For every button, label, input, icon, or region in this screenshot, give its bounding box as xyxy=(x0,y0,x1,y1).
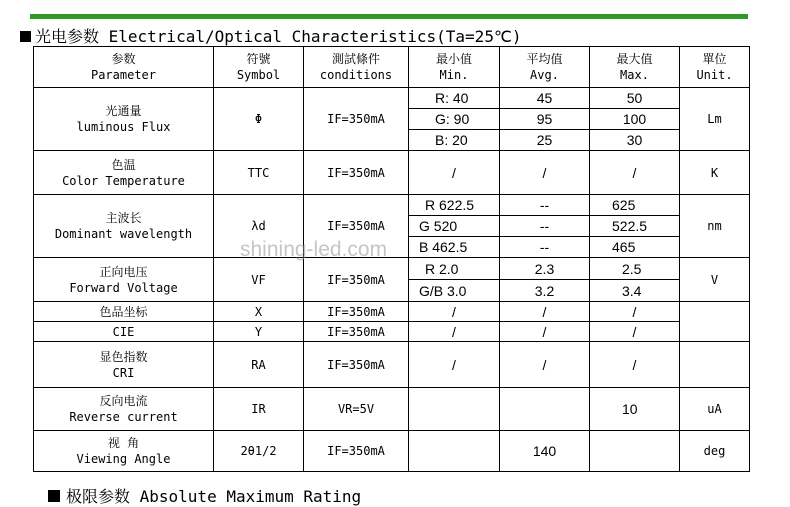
max-cell: / xyxy=(590,342,680,388)
avg-cell: -- xyxy=(500,195,590,216)
header-avg: 平均值 Avg. xyxy=(500,47,590,88)
table-row xyxy=(34,258,750,280)
min-cell xyxy=(409,431,500,472)
avg-cell: / xyxy=(500,302,590,322)
param-cell: 正向电压 Forward Voltage xyxy=(34,258,214,302)
max-cell: / xyxy=(590,151,680,195)
avg-cell: / xyxy=(500,151,590,195)
table-row xyxy=(34,302,750,322)
condition-cell: IF=350mA xyxy=(304,258,409,302)
table-row xyxy=(34,431,750,472)
section-title xyxy=(20,24,522,47)
unit-cell xyxy=(680,302,750,342)
max-cell: 2.5 xyxy=(590,258,680,280)
avg-cell: / xyxy=(500,322,590,342)
condition-cell: IF=350mA xyxy=(304,342,409,388)
param-cell: 视 角 Viewing Angle xyxy=(34,431,214,472)
symbol-cell: λd xyxy=(214,195,304,258)
header-conditions: 測試條件 conditions xyxy=(304,47,409,88)
avg-cell: -- xyxy=(500,216,590,237)
symbol-cell: 2θ1/2 xyxy=(214,431,304,472)
unit-cell xyxy=(680,342,750,388)
table-row xyxy=(34,195,750,216)
unit-cell: Lm xyxy=(680,88,750,151)
table-row xyxy=(34,151,750,195)
condition-cell: IF=350mA xyxy=(304,195,409,258)
header-parameter: 参数 Parameter xyxy=(34,47,214,88)
min-cell: B 462.5 xyxy=(409,237,500,258)
header-unit: 單位 Unit. xyxy=(680,47,750,88)
min-cell: R 622.5 xyxy=(409,195,500,216)
min-cell: R 2.0 xyxy=(409,258,500,280)
unit-cell: V xyxy=(680,258,750,302)
condition-cell: IF=350mA xyxy=(304,151,409,195)
section-title-2-text: 极限参数 Absolute Maximum Rating xyxy=(66,487,362,506)
condition-cell: VR=5V xyxy=(304,388,409,431)
header-max: 最大值 Max. xyxy=(590,47,680,88)
max-cell: 465 xyxy=(590,237,680,258)
unit-cell: nm xyxy=(680,195,750,258)
avg-cell: 95 xyxy=(500,109,590,130)
unit-cell: uA xyxy=(680,388,750,431)
header-row xyxy=(34,47,750,88)
condition-cell: IF=350mA xyxy=(304,322,409,342)
table-row xyxy=(34,342,750,388)
avg-cell: 45 xyxy=(500,88,590,109)
section-title-text: 光电参数 Electrical/Optical Characteristics(Ta=25℃) xyxy=(35,27,522,46)
max-cell: 50 xyxy=(590,88,680,109)
min-cell: G/B 3.0 xyxy=(409,280,500,302)
table-row xyxy=(34,88,750,109)
param-cell: 显色指数 CRI xyxy=(34,342,214,388)
min-cell: / xyxy=(409,151,500,195)
max-cell: / xyxy=(590,322,680,342)
symbol-cell: Φ xyxy=(214,88,304,151)
table-row xyxy=(34,322,750,342)
avg-cell: 2.3 xyxy=(500,258,590,280)
param-cell: 光通量 luminous Flux xyxy=(34,88,214,151)
min-cell xyxy=(409,388,500,431)
symbol-cell: Y xyxy=(214,322,304,342)
min-cell: / xyxy=(409,302,500,322)
header-min: 最小值 Min. xyxy=(409,47,500,88)
symbol-cell: VF xyxy=(214,258,304,302)
symbol-cell: X xyxy=(214,302,304,322)
watermark: shining-led.com xyxy=(240,238,388,261)
avg-cell: 25 xyxy=(500,130,590,151)
min-cell: / xyxy=(409,342,500,388)
section-title-2 xyxy=(48,484,361,507)
min-cell: R: 40 xyxy=(409,88,500,109)
square-bullet-icon xyxy=(20,31,31,42)
min-cell: B: 20 xyxy=(409,130,500,151)
table-row xyxy=(34,388,750,431)
condition-cell: IF=350mA xyxy=(304,302,409,322)
max-cell: 30 xyxy=(590,130,680,151)
param-cell: 反向电流 Reverse current xyxy=(34,388,214,431)
unit-cell: deg xyxy=(680,431,750,472)
symbol-cell: IR xyxy=(214,388,304,431)
avg-cell: 140 xyxy=(500,431,590,472)
max-cell: 3.4 xyxy=(590,280,680,302)
header-symbol: 符號 Symbol xyxy=(214,47,304,88)
avg-cell: -- xyxy=(500,237,590,258)
condition-cell: IF=350mA xyxy=(304,88,409,151)
condition-cell: IF=350mA xyxy=(304,431,409,472)
avg-cell: / xyxy=(500,342,590,388)
square-bullet-icon xyxy=(48,490,60,502)
top-accent-bar xyxy=(30,14,748,19)
max-cell: 625 xyxy=(590,195,680,216)
max-cell xyxy=(590,431,680,472)
max-cell: / xyxy=(590,302,680,322)
min-cell: G 520 xyxy=(409,216,500,237)
max-cell: 10 xyxy=(590,388,680,431)
symbol-cell: TTC xyxy=(214,151,304,195)
min-cell: G: 90 xyxy=(409,109,500,130)
param-cell: 色品坐标 xyxy=(34,302,214,322)
min-cell: / xyxy=(409,322,500,342)
param-cell: CIE xyxy=(34,322,214,342)
unit-cell: K xyxy=(680,151,750,195)
symbol-cell: RA xyxy=(214,342,304,388)
avg-cell xyxy=(500,388,590,431)
param-cell: 色温 Color Temperature xyxy=(34,151,214,195)
avg-cell: 3.2 xyxy=(500,280,590,302)
max-cell: 522.5 xyxy=(590,216,680,237)
max-cell: 100 xyxy=(590,109,680,130)
characteristics-table xyxy=(33,46,750,472)
param-cell: 主波长 Dominant wavelength xyxy=(34,195,214,258)
